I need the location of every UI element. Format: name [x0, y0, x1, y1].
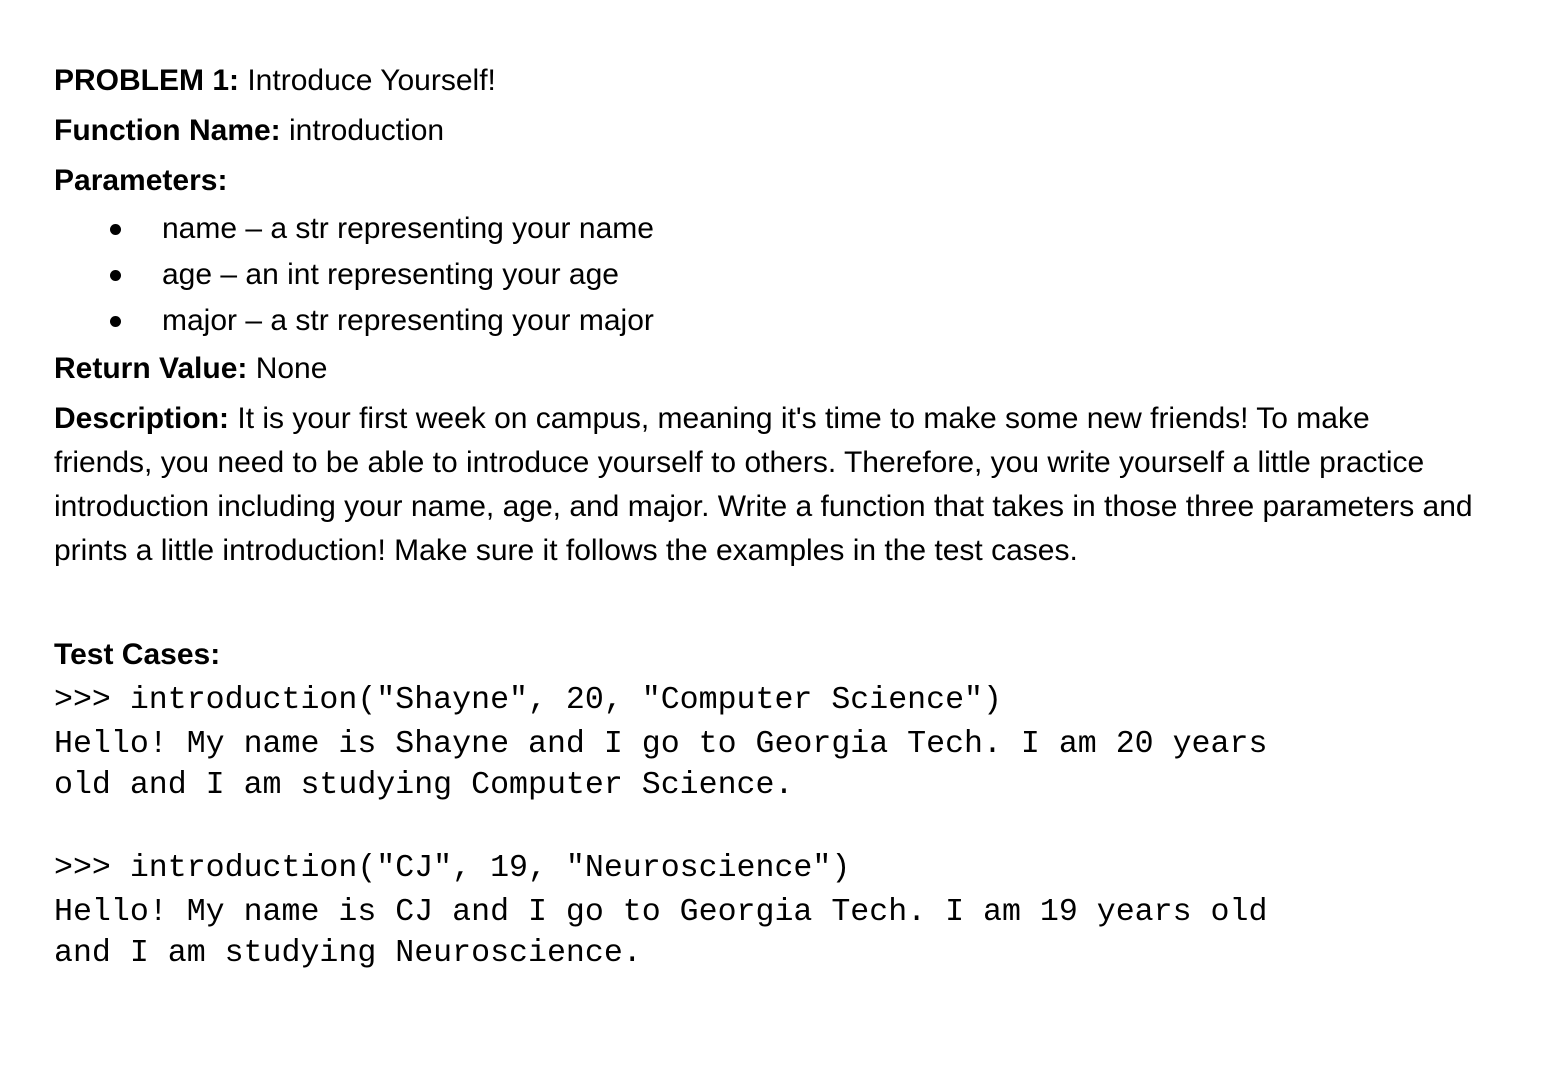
parameter-item-name: [54, 206, 1474, 252]
test-case-call: >>> introduction("CJ", 19, "Neuroscience"): [54, 851, 851, 886]
description-text: It is your first week on campus, meaning it's time to make some new friends! To make friends, you need to be able to introduce yourself to others. Therefore, you write yourself a little practice introduction including your name, age, and major. Write a function that takes in those three parameters and prints a little introduction! Make sure it follows the examples in the test cases.: [54, 402, 1473, 567]
description-label: Description:: [54, 402, 230, 435]
problem-document: [54, 56, 1474, 974]
function-name-value: introduction: [280, 114, 445, 147]
test-case-output-line: Hello! My name is Shayne and I go to Georgia Tech. I am 20 years: [54, 727, 1268, 762]
function-name-label: Function Name:: [54, 114, 281, 147]
description-paragraph: [54, 394, 1474, 573]
function-name-line: [54, 106, 1474, 156]
test-case-output-line: Hello! My name is CJ and I go to Georgia Tech. I am 19 years old: [54, 895, 1268, 930]
parameters-label: Parameters:: [54, 164, 228, 197]
parameters-heading: [54, 156, 1474, 206]
test-case-output-line: old and I am studying Computer Science.: [54, 768, 794, 803]
return-value-value: None: [247, 352, 328, 385]
parameter-item-major: [54, 298, 1474, 344]
parameters-list: [54, 206, 1474, 344]
test-cases-heading: Test Cases:: [54, 638, 221, 671]
bullet-icon: [110, 316, 121, 327]
test-case-output-line: and I am studying Neuroscience.: [54, 936, 642, 971]
return-value-line: [54, 344, 1474, 394]
problem-heading: [54, 56, 1474, 106]
test-case-1: [54, 678, 1474, 806]
parameter-text: name – a str representing your name: [162, 212, 654, 245]
parameter-text: major – a str representing your major: [162, 304, 654, 337]
problem-title: Introduce Yourself!: [239, 64, 496, 97]
problem-label: PROBLEM 1:: [54, 64, 240, 97]
parameter-text: age – an int representing your age: [162, 258, 619, 291]
bullet-icon: [110, 224, 121, 235]
parameter-item-age: [54, 252, 1474, 298]
test-case-call: >>> introduction("Shayne", 20, "Computer Science"): [54, 683, 1002, 718]
return-value-label: Return Value:: [54, 352, 248, 385]
test-case-2: [54, 846, 1474, 974]
bullet-icon: [110, 270, 121, 281]
